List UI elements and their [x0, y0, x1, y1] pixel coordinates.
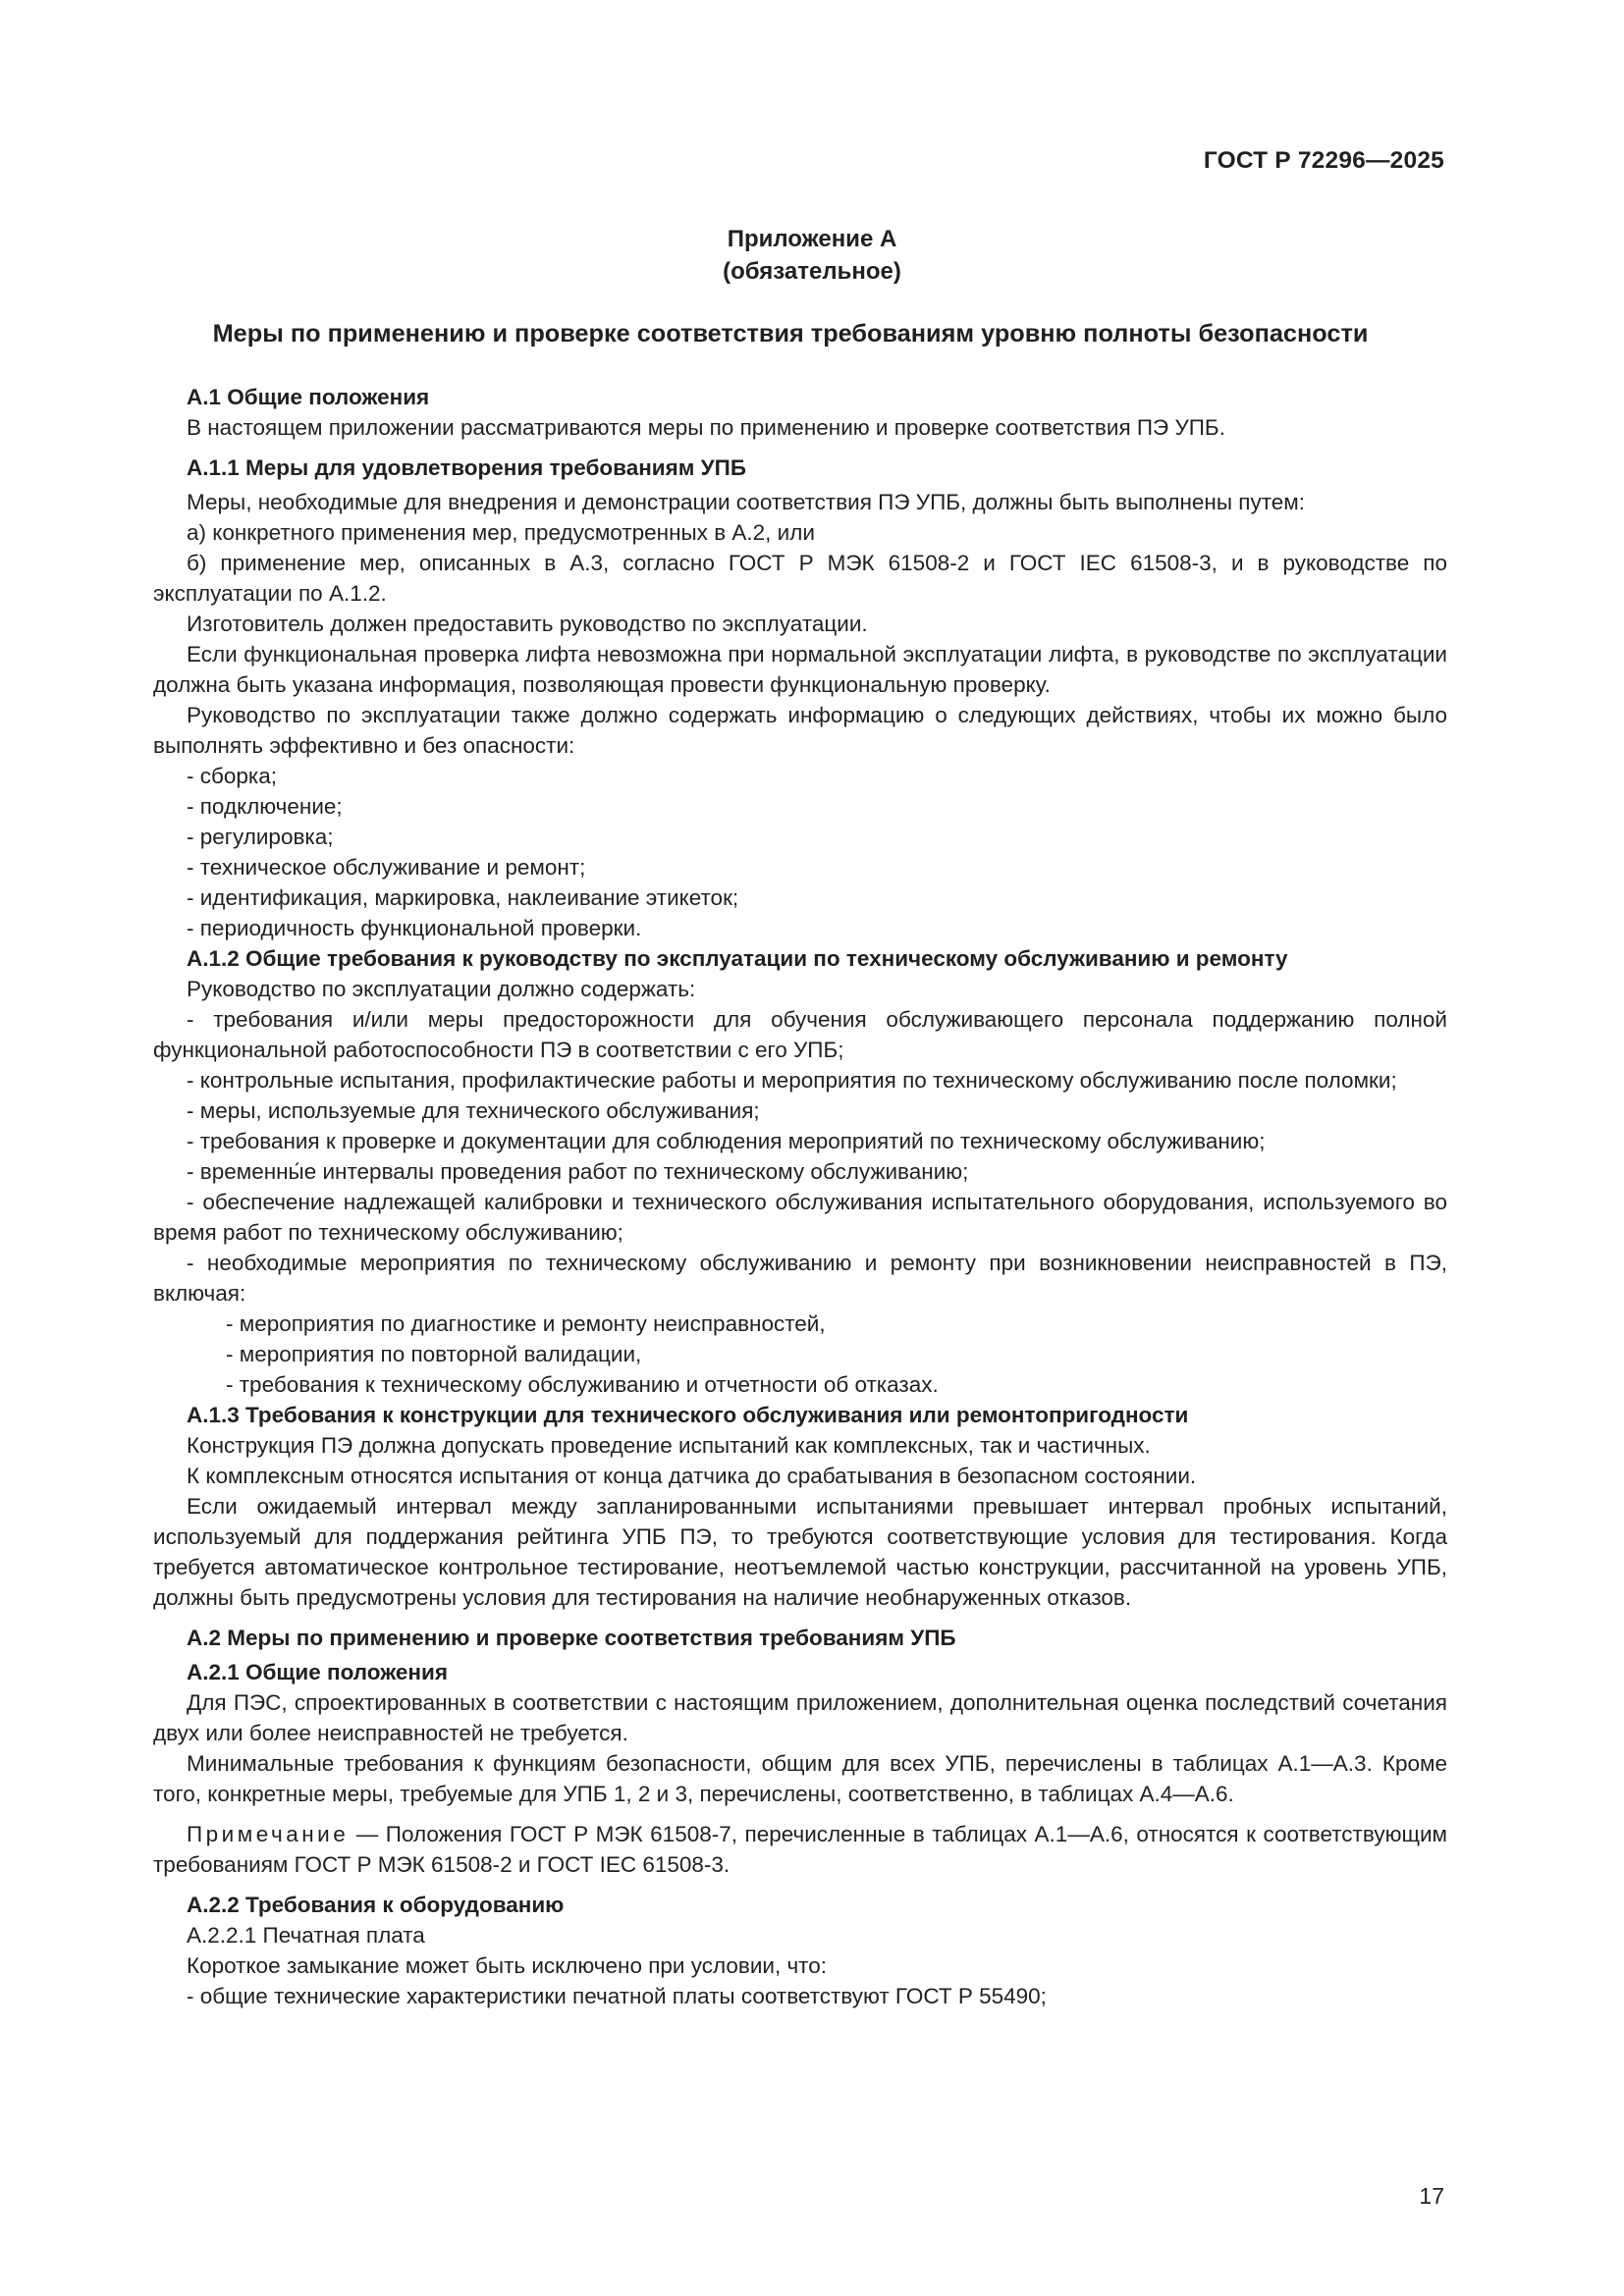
paragraph: В настоящем приложении рассматриваются меры по применению и проверке соответствия ПЭ УПБ.	[187, 415, 1225, 440]
paragraph: Если функциональная проверка лифта невозможна при нормальной эксплуатации лифта, в руководстве по эксплуатации должна быть указана информация, позволяющая провести функциональную проверку.	[153, 642, 1447, 697]
section-heading-a11: А.1.1 Меры для удовлетворения требованиям УПБ	[187, 455, 746, 480]
list-item: - сборка;	[187, 764, 278, 788]
list-item: - меры, используемые для технического обслуживания;	[187, 1098, 760, 1123]
document-body	[153, 382, 1447, 2011]
paragraph: Конструкция ПЭ должна допускать проведение испытаний как комплексных, так и частичных.	[187, 1433, 1151, 1458]
note-label: Примечание	[187, 1822, 350, 1846]
paragraph: Изготовитель должен предоставить руководство по эксплуатации.	[187, 612, 868, 636]
section-heading-a13: А.1.3 Требования к конструкции для технического обслуживания или ремонтопригодности	[187, 1403, 1189, 1427]
list-item: - подключение;	[187, 794, 343, 819]
list-item: - идентификация, маркировка, наклеивание этикеток;	[187, 885, 739, 910]
section-heading-a22: А.2.2 Требования к оборудованию	[187, 1893, 565, 1917]
list-item: - периодичность функциональной проверки.	[187, 916, 642, 940]
paragraph: Минимальные требования к функциям безопасности, общим для всех УПБ, перечислены в таблицах А.1—А.3. Кроме того, конкретные меры, требуемые для УПБ 1, 2 и 3, перечислены, соответственно, в таблицах А.4—А.6.	[153, 1751, 1447, 1806]
list-item: - техническое обслуживание и ремонт;	[187, 855, 586, 880]
sub-list-item: - мероприятия по повторной валидации,	[226, 1342, 642, 1366]
paragraph: К комплексным относятся испытания от конца датчика до срабатывания в безопасном состоянии.	[187, 1464, 1197, 1488]
paragraph: Если ожидаемый интервал между запланированными испытаниями превышает интервал пробных испытаний, используемый для поддержания рейтинга УПБ ПЭ, то требуются соответствующие условия для тестирования. Когда требуется автоматическое контрольное тестирование, неотъемлемой частью конструкции, рассчитанной на уровень УПБ, должны быть предусмотрены условия для тестирования на наличие необнаруженных отказов.	[153, 1494, 1447, 1610]
section-heading-a1: А.1 Общие положения	[187, 385, 430, 409]
list-item: - общие технические характеристики печатной платы соответствуют ГОСТ Р 55490;	[187, 1984, 1047, 2008]
list-item: - необходимые мероприятия по техническому обслуживанию и ремонту при возникновении неисправностей в ПЭ, включая:	[153, 1251, 1447, 1306]
paragraph: Руководство по эксплуатации также должно содержать информацию о следующих действиях, чтобы их можно было выполнять эффективно и без опасности:	[153, 703, 1447, 758]
sub-list-item: - мероприятия по диагностике и ремонту неисправностей,	[226, 1311, 826, 1336]
section-heading-a21: А.2.1 Общие положения	[187, 1660, 448, 1684]
paragraph: Для ПЭС, спроектированных в соответствии с настоящим приложением, дополнительная оценка последствий сочетания двух или более неисправностей не требуется.	[153, 1690, 1447, 1745]
list-item: - временны́е интервалы проведения работ по техническому обслуживанию;	[187, 1159, 969, 1184]
paragraph: Меры, необходимые для внедрения и демонстрации соответствия ПЭ УПБ, должны быть выполнены путем:	[187, 490, 1305, 514]
list-item: б) применение мер, описанных в А.3, согласно ГОСТ Р МЭК 61508-2 и ГОСТ IEC 61508-3, и в руководстве по эксплуатации по А.1.2.	[153, 551, 1447, 606]
list-item: - требования и/или меры предосторожности для обучения обслуживающего персонала поддержанию полной функциональной работоспособности ПЭ в соответствии с его УПБ;	[153, 1007, 1447, 1062]
annex-label: Приложение А	[727, 226, 897, 252]
page-number: 17	[1419, 2183, 1444, 2209]
section-heading-a2: А.2 Меры по применению и проверке соответствия требованиям УПБ	[187, 1626, 956, 1650]
note-text: — Положения ГОСТ Р МЭК 61508-7, перечисленные в таблицах А.1—А.6, относятся к соответствующим требованиям ГОСТ Р МЭК 61508-2 и ГОСТ IEC 61508-3.	[153, 1822, 1447, 1877]
list-item: - обеспечение надлежащей калибровки и технического обслуживания испытательного оборудования, используемого во время работ по техническому обслуживанию;	[153, 1190, 1447, 1245]
annex-status: (обязательное)	[723, 258, 901, 285]
list-item: а) конкретного применения мер, предусмотренных в А.2, или	[187, 520, 815, 545]
sub-list-item: - требования к техническому обслуживанию и отчетности об отказах.	[226, 1372, 939, 1397]
paragraph: Короткое замыкание может быть исключено при условии, что:	[187, 1953, 827, 1978]
annex-title: Меры по применению и проверке соответствия требованиям уровню полноты безопасности	[212, 320, 1369, 347]
note	[153, 1819, 1447, 1880]
list-item: - контрольные испытания, профилактические работы и мероприятия по техническому обслуживанию после поломки;	[187, 1068, 1397, 1093]
subsection-heading-a221: А.2.2.1 Печатная плата	[187, 1923, 425, 1948]
standard-id-header: ГОСТ Р 72296—2025	[1203, 147, 1444, 174]
section-heading-a12: А.1.2 Общие требования к руководству по эксплуатации по техническому обслуживанию и ремонту	[187, 946, 1288, 971]
list-item: - требования к проверке и документации для соблюдения мероприятий по техническому обслуживанию;	[187, 1129, 1266, 1153]
paragraph: Руководство по эксплуатации должно содержать:	[187, 977, 696, 1001]
list-item: - регулировка;	[187, 825, 334, 849]
